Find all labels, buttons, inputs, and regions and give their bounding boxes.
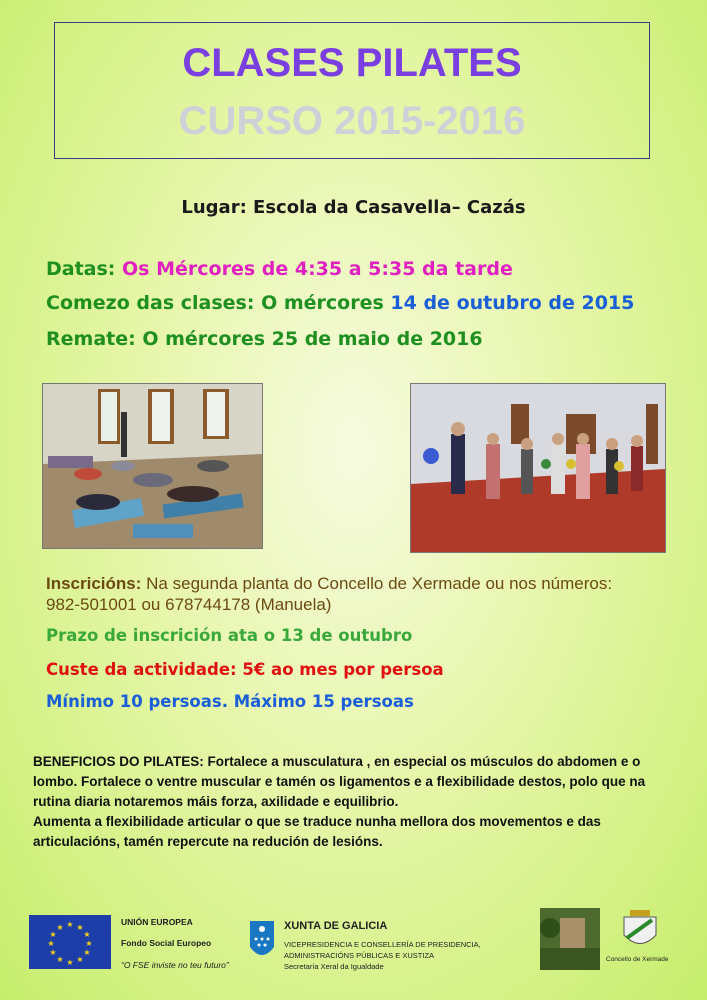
registration-label: Inscricións: [46,574,142,593]
svg-text:★: ★ [85,939,93,948]
location-line: Lugar: Escola da Casavella– Cazás [181,197,526,218]
concello-label: Concello de Xermade [606,956,669,963]
esf-slogan: “O FSE inviste no teu futuro” [121,960,229,970]
dates-value: Os Mércores de 4:35 a 5:35 da tarde [122,258,513,280]
xunta-name: XUNTA DE GALICIA [284,920,388,932]
svg-text:★: ★ [66,958,74,967]
svg-text:★: ★ [76,923,84,932]
concello-shield-icon [622,910,658,952]
end-line [46,328,483,350]
cost-line: Custe da actividade: 5€ ao mes por persoa [46,660,444,679]
svg-text:★: ★ [47,939,55,948]
dates-line [46,258,513,280]
eu-stars-icon [29,915,111,969]
photo-class-floor-image [43,384,262,548]
xunta-dept-1: VICEPRESIDENCIA E CONSELLERÍA DE PRESIDENCIA, [284,940,481,949]
svg-text:★: ★ [76,955,84,964]
end-label: Remate: [46,328,136,350]
poster-title: CLASES PILATES [182,41,522,85]
svg-text:★: ★ [56,955,64,964]
capacity-line: Mínimo 10 persoas. Máximo 15 persoas [46,692,414,711]
svg-text:★: ★ [66,920,74,929]
benefits-block [33,752,678,852]
end-value: O mércores 25 de maio de 2016 [142,328,483,350]
xunta-dept-3: Secretaría Xeral da Igualdade [284,962,384,971]
title-box [54,22,650,159]
benefits-paragraph-1: BENEFICIOS DO PILATES: Fortalece a musculatura , en especial os músculos do abdomen e o lombo. Fortalece o ventre muscular e tamén os ligamentos e a flexibilidade destos, polo que na rutina diaria notaremos máis forza, axilidade e equilibrio. [33,754,646,809]
start-prefix: O mércores [261,292,384,314]
dates-label: Datas: [46,258,116,280]
svg-text:★: ★ [56,923,64,932]
xunta-dept-2: ADMINISTRACIÓNS PÚBLICAS E XUSTIZA [284,951,435,960]
concello-photo [540,908,600,970]
registration-text [46,573,646,615]
benefits-paragraph-2: Aumenta a flexibilidade articular o que se traduce nunha mellora dos movementos e das articulacións, tamén repercute na redución de lesións. [33,814,601,849]
poster-subtitle: CURSO 2015-2016 [178,99,526,143]
photo-class-standing-image [411,384,665,552]
photo-class-standing [410,383,666,553]
eu-flag-icon [29,915,111,969]
svg-text:★: ★ [83,930,91,939]
esf-label: Fondo Social Europeo [121,938,212,948]
deadline-line: Prazo de inscrición ata o 13 de outubro [46,626,413,645]
start-label: Comezo das clases: [46,292,255,314]
eu-label: UNIÓN EUROPEA [121,917,193,927]
registration-details: Na segunda planta do Concello de Xermade ou nos números: 982-501001 ou 678744178 (Manuela) [46,574,613,614]
svg-text:★: ★ [83,948,91,957]
svg-text:★: ★ [49,948,57,957]
start-line [46,292,634,314]
svg-text:★: ★ [49,930,57,939]
photo-class-floor [42,383,263,549]
start-date: 14 de outubro de 2015 [390,292,635,314]
xunta-crest-icon [248,917,276,963]
